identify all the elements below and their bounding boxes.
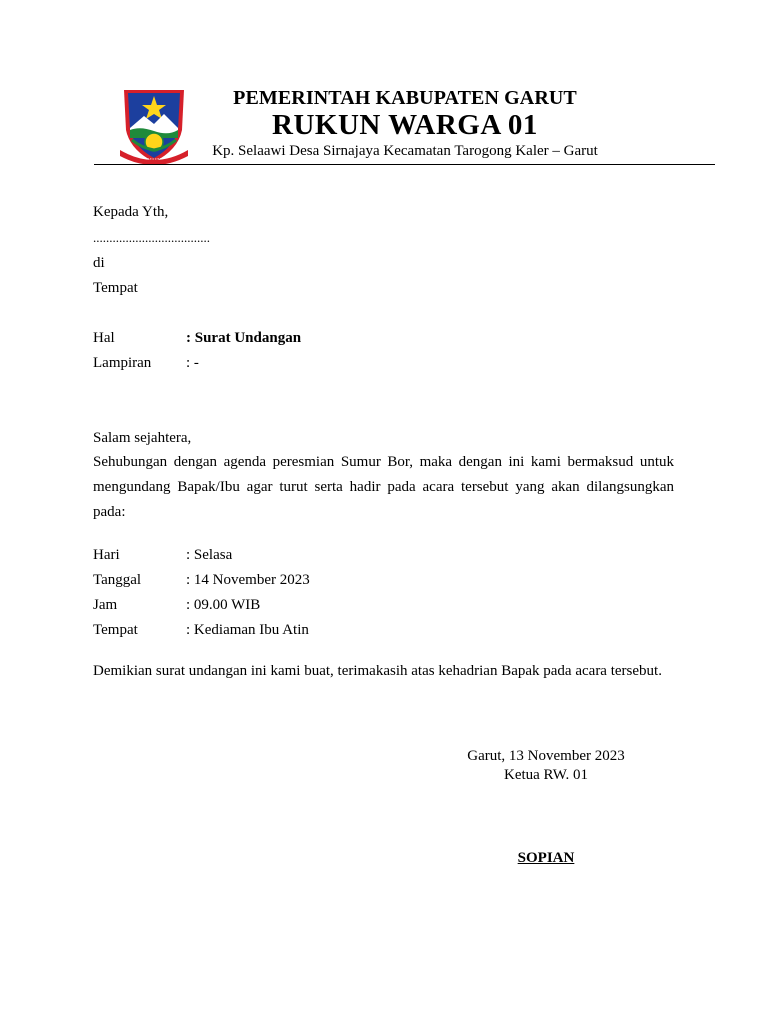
detail-label: Hari [93, 547, 120, 563]
detail-value: : 09.00 WIB [186, 597, 261, 613]
detail-label: Jam [93, 597, 118, 613]
government-title: PEMERINTAH KABUPATEN GARUT [233, 87, 577, 109]
subject-label: Hal [93, 330, 115, 346]
closing-paragraph: Demikian surat undangan ini kami buat, terimakasih atas kehadrian Bapak pada acara tersebut. [93, 663, 662, 679]
recipient-place: Tempat [93, 280, 138, 296]
organization-title: RUKUN WARGA 01 [272, 109, 538, 141]
detail-label: Tanggal [93, 572, 142, 588]
detail-label: Tempat [93, 622, 138, 638]
signature-position: Ketua RW. 01 [503, 767, 589, 783]
letterhead-divider [94, 164, 715, 165]
attachment-value: : - [186, 355, 199, 371]
detail-value: : Kediaman Ibu Atin [186, 622, 309, 638]
detail-value: : 14 November 2023 [186, 572, 310, 588]
salutation: Salam sejahtera, [93, 430, 192, 446]
subject-value: : Surat Undangan [186, 330, 302, 346]
intro-paragraph: Sehubungan dengan agenda peresmian Sumur Bor, maka dengan ini kami bermaksud untuk mengundang Bapak/Ibu agar turut serta hadir pada acara tersebut yang akan dilangsungkan pada: [93, 454, 674, 520]
garut-regency-emblem-icon [118, 86, 190, 168]
detail-value: : Selasa [186, 547, 233, 563]
signatory-name: SOPIAN [517, 850, 575, 866]
signature-place-date: Garut, 13 November 2023 [467, 748, 625, 764]
recipient-greeting: Kepada Yth, [93, 204, 169, 220]
recipient-name-blank: .................................... [93, 230, 210, 245]
recipient-di: di [93, 255, 105, 271]
attachment-label: Lampiran [93, 355, 152, 371]
letterhead-address: Kp. Selaawi Desa Sirnajaya Kecamatan Tarogong Kaler – Garut [212, 143, 598, 159]
